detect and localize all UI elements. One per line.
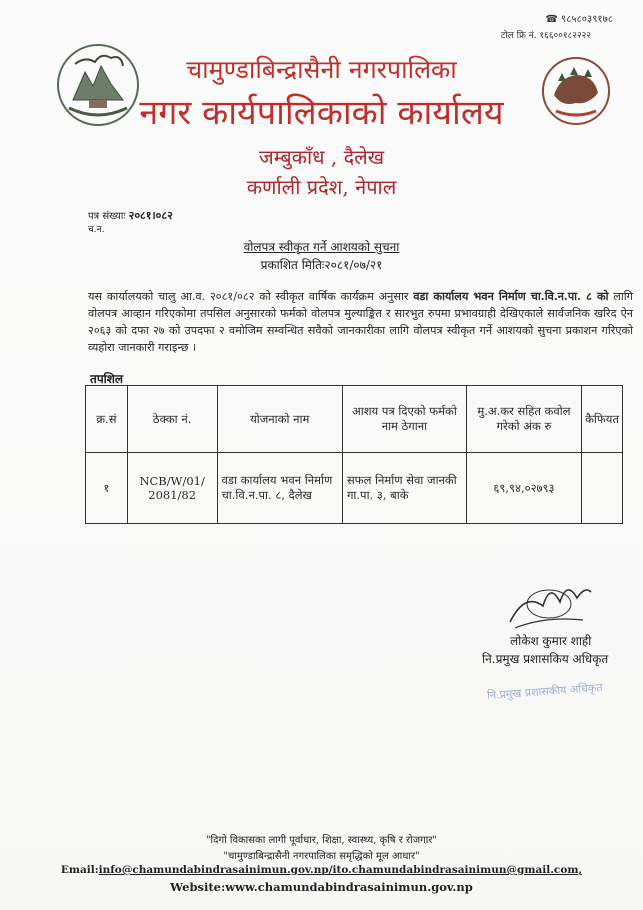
footer-website[interactable]: Website:www.chamundabindrasainimun.gov.np	[170, 880, 473, 894]
body-suffix: लागि वोलपत्र आव्हान गरिएकोमा तपसिल अनुसारको फर्मको वोलपत्र मुल्याङ्कित र सारभुत रुपमा प्रभावग्राही देखिएकाले सार्वजनिक खरिद ऐन २०६३ को दफा २७ को उपदफा २ वमोजिम सम्वन्धित सवैको जानकारीका लागि वोलपत्र स्वीकृत गर्ने आशयको सुचना प्रकाशन गरिएको व्यहोरा जानकारी गराइन्छ ।	[88, 290, 633, 354]
address-line-2: कर्णाली प्रदेश, नेपाल	[246, 175, 397, 199]
signature-mark	[505, 572, 595, 632]
header-amount: मु.अ.कर सहित कवोल गरेको अंक रु	[466, 386, 581, 453]
address-line-1: जम्बुकाँध , दैलेख	[258, 145, 385, 169]
notice-body	[88, 288, 633, 356]
details-label: तपशिल	[90, 372, 124, 386]
phone-number: ☎ ९८५८०३९१७८	[545, 14, 613, 25]
email-link[interactable]: info@chamundabindrasainimun.gov.np/ito.chamundabindrasainimun@gmail.com,	[98, 864, 583, 876]
toll-free-number: टोल फ्रि नं. १६६००१८२२२२	[500, 31, 591, 41]
body-prefix: यस कार्यालयको चालु आ.व. २०८१/०८२ को स्वीकृत वार्षिक कार्यक्रम अनुसार	[88, 290, 409, 303]
email-label: Email:	[60, 864, 99, 876]
cell-sn: १	[86, 453, 128, 524]
footer-email	[0, 864, 643, 876]
table-header-row	[86, 386, 623, 453]
signatory-name: लोकेश कुमार शाही	[510, 634, 592, 648]
municipality-name: चामुण्डाबिन्द्रासैनी नगरपालिका	[186, 55, 457, 84]
cell-remarks	[582, 453, 623, 524]
cell-amount: ६९,९४,०२७९३	[466, 453, 581, 524]
cell-project: वडा कार्यालय भवन निर्माण चा.वि.न.पा. ८, दैलेख	[217, 453, 342, 524]
office-name: नगर कार्यपालिकाको कार्यालय	[139, 93, 504, 133]
body-bold: वडा कार्यालय भवन निर्माण चा.वि.न.पा. ८ को	[413, 289, 609, 303]
header-sn: क्र.सं	[86, 386, 128, 453]
notice-subject: वोलपत्र स्वीकृत गर्ने आशयको सुचना	[243, 240, 400, 254]
header-remarks: कैफियत	[582, 386, 623, 453]
cell-firm: सफल निर्माण सेवा जानकी गा.पा. ३, बाके	[342, 453, 466, 524]
reference-value: २०८१।०८२	[128, 209, 173, 222]
table-row	[86, 453, 623, 524]
reference-number	[88, 208, 173, 223]
signatory-title: नि.प्रमुख प्रशासकिय अधिकृत	[482, 652, 609, 666]
footer-slogan-2: "चामुण्डाबिन्द्रासैनी नगरपालिका समृद्धिको मूल आधार"	[223, 851, 420, 862]
header-contract-no: ठेक्का नं.	[127, 386, 217, 453]
reference-label: पत्र संख्याः	[88, 211, 126, 222]
bid-details-table	[85, 385, 623, 524]
published-date: प्रकाशित मितिः२०८१/०७/२१	[260, 258, 383, 272]
dispatch-number: च.न.	[88, 225, 105, 235]
official-stamp: नि.प्रमुख प्रशासकीय अधिकृत	[486, 680, 604, 703]
footer-slogan: "दिगो विकासका लागी पूर्वाधार, शिक्षा, स्वास्थ्य, कृषि र रोजगार"	[205, 835, 438, 846]
header-firm: आशय पत्र दिएको फर्मको नाम ठेगाना	[342, 386, 466, 453]
cell-contract-no: NCB/W/01/ 2081/82	[127, 453, 217, 524]
header-project: योजनाको नाम	[217, 386, 342, 453]
